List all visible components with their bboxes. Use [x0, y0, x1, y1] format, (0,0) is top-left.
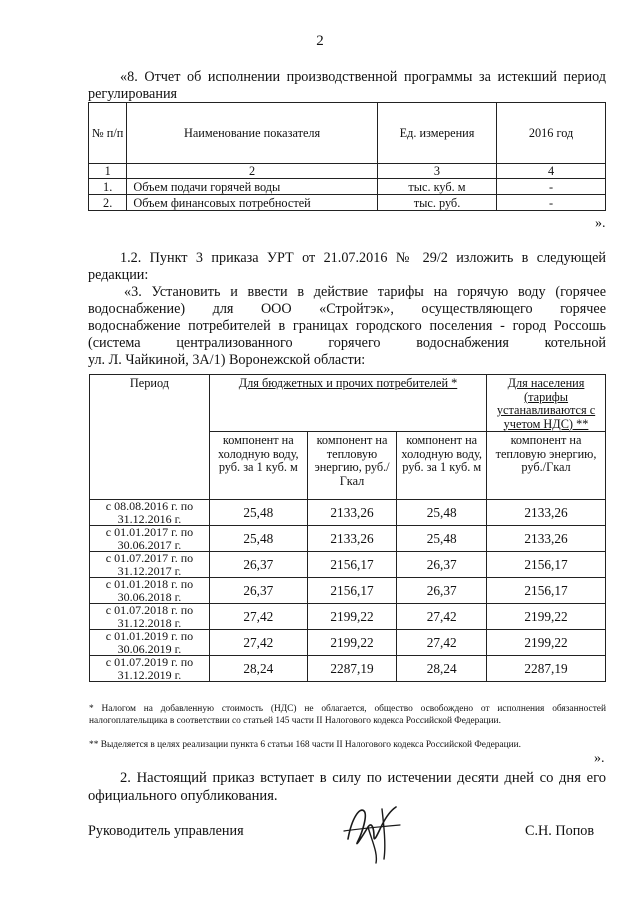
table-row [90, 604, 606, 630]
table-row [90, 526, 606, 552]
period-cell: с 01.07.2017 г. по 31.12.2017 г. [90, 552, 210, 578]
point-3-line4: (система централизованного горячего водоснабжения котельной [88, 335, 606, 351]
column-number: 1 [89, 164, 127, 179]
row-value: - [497, 195, 606, 211]
heat-pop-cell: 2156,17 [487, 578, 606, 604]
production-program-table [88, 102, 606, 211]
point-1-2-line1: 1.2. Пункт 3 приказа УРТ от 21.07.2016 № 29/2 изложить в следующей [120, 250, 606, 266]
point-3-line3: водоснабжение потребителей в границах городского поселения - город Россошь [88, 318, 606, 334]
cold-pop-cell: 27,42 [397, 630, 487, 656]
table-row [89, 179, 606, 195]
cold-cell: 25,48 [209, 526, 307, 552]
subheader-cold: компонент на холодную воду, руб. за 1 куб. м [209, 432, 307, 500]
cold-pop-cell: 26,37 [397, 578, 487, 604]
signatory-title: Руководитель управления [88, 823, 244, 839]
row-num: 2. [89, 195, 127, 211]
signatory-name: С.Н. Попов [525, 823, 595, 839]
cold-pop-cell: 25,48 [397, 500, 487, 526]
period-cell: с 01.07.2018 г. по 31.12.2018 г. [90, 604, 210, 630]
heat-cell: 2156,17 [307, 552, 397, 578]
header-period: Период [90, 375, 210, 500]
column-number: 3 [377, 164, 496, 179]
heat-cell: 2199,22 [307, 604, 397, 630]
point-3-line5: ул. Л. Чайкиной, 3А/1) Воронежской области: [88, 352, 366, 368]
table-row [90, 630, 606, 656]
cold-pop-cell: 26,37 [397, 552, 487, 578]
header-unit: Ед. измерения [377, 103, 496, 164]
heat-pop-cell: 2133,26 [487, 500, 606, 526]
handwritten-signature [338, 797, 413, 867]
subheader-heat: компонент на тепловую энергию, руб./Гкал [307, 432, 397, 500]
section8-quote-end: ». [595, 216, 606, 231]
point-3-line1: «3. Установить и ввести в действие тарифы на горячую воду (горячее [124, 284, 606, 300]
row-value: - [497, 179, 606, 195]
tariff-table [89, 374, 606, 682]
heat-pop-cell: 2133,26 [487, 526, 606, 552]
subheader-cold-pop: компонент на холодную воду, руб. за 1 куб. м [397, 432, 487, 500]
header-year: 2016 год [497, 103, 606, 164]
heat-pop-cell: 2199,22 [487, 604, 606, 630]
point-2-line2: официального опубликования. [88, 788, 278, 804]
header-population [487, 375, 606, 432]
footnote-vat: * Налогом на добавленную стоимость (НДС) не облагается, общество освобождено от исполнения обязанностей налогоплательщика в соответствии со статьей 145 части II Налогового кодекса Российской Федерации. [89, 704, 606, 726]
table-row [89, 195, 606, 211]
header-num: № п/п [89, 103, 127, 164]
heat-pop-cell: 2199,22 [487, 630, 606, 656]
period-cell: с 08.08.2016 г. по 31.12.2016 г. [90, 500, 210, 526]
row-unit: тыс. куб. м [377, 179, 496, 195]
point-2-line1: 2. Настоящий приказ вступает в силу по истечении десяти дней со дня его [120, 770, 606, 786]
heat-cell: 2199,22 [307, 630, 397, 656]
heat-pop-cell: 2287,19 [487, 656, 606, 682]
row-num: 1. [89, 179, 127, 195]
cold-cell: 26,37 [209, 578, 307, 604]
cold-pop-cell: 28,24 [397, 656, 487, 682]
heat-cell: 2156,17 [307, 578, 397, 604]
row-name: Объем финансовых потребностей [127, 195, 378, 211]
heat-pop-cell: 2156,17 [487, 552, 606, 578]
row-name: Объем подачи горячей воды [127, 179, 378, 195]
point-1-2-line2: редакции: [88, 267, 149, 283]
period-cell: с 01.01.2019 г. по 30.06.2019 г. [90, 630, 210, 656]
point-3-line2: водоснабжение) для ООО «Стройтэк», осуществляющего горячее [88, 301, 606, 317]
heat-cell: 2133,26 [307, 526, 397, 552]
period-cell: с 01.07.2019 г. по 31.12.2019 г. [90, 656, 210, 682]
column-number: 4 [497, 164, 606, 179]
heat-cell: 2287,19 [307, 656, 397, 682]
table-row [90, 578, 606, 604]
period-cell: с 01.01.2017 г. по 30.06.2017 г. [90, 526, 210, 552]
cold-cell: 26,37 [209, 552, 307, 578]
column-number: 2 [127, 164, 378, 179]
table-row [90, 500, 606, 526]
period-cell: с 01.01.2018 г. по 30.06.2018 г. [90, 578, 210, 604]
table-row [90, 656, 606, 682]
footnote-quote-end: ». [594, 751, 605, 766]
cold-pop-cell: 27,42 [397, 604, 487, 630]
header-budget: Для бюджетных и прочих потребителей * [209, 375, 486, 432]
cold-pop-cell: 25,48 [397, 526, 487, 552]
header-population-text: Для населения (тарифы устанавливаются с учетом НДС) ** [496, 376, 596, 431]
cold-cell: 25,48 [209, 500, 307, 526]
header-name: Наименование показателя [127, 103, 378, 164]
cold-cell: 27,42 [209, 630, 307, 656]
cold-cell: 27,42 [209, 604, 307, 630]
section8-heading-line2: регулирования [88, 86, 178, 102]
table-row [90, 552, 606, 578]
subheader-heat-pop: компонент на тепловую энергию, руб./Гкал [487, 432, 606, 500]
page-number: 2 [316, 33, 324, 49]
heat-cell: 2133,26 [307, 500, 397, 526]
section8-heading-line1: «8. Отчет об исполнении производственной программы за истекший период [120, 69, 606, 85]
cold-cell: 28,24 [209, 656, 307, 682]
footnote-population: ** Выделяется в целях реализации пункта 6 статьи 168 части II Налогового кодекса Российской Федерации. [89, 740, 521, 750]
row-unit: тыс. руб. [377, 195, 496, 211]
